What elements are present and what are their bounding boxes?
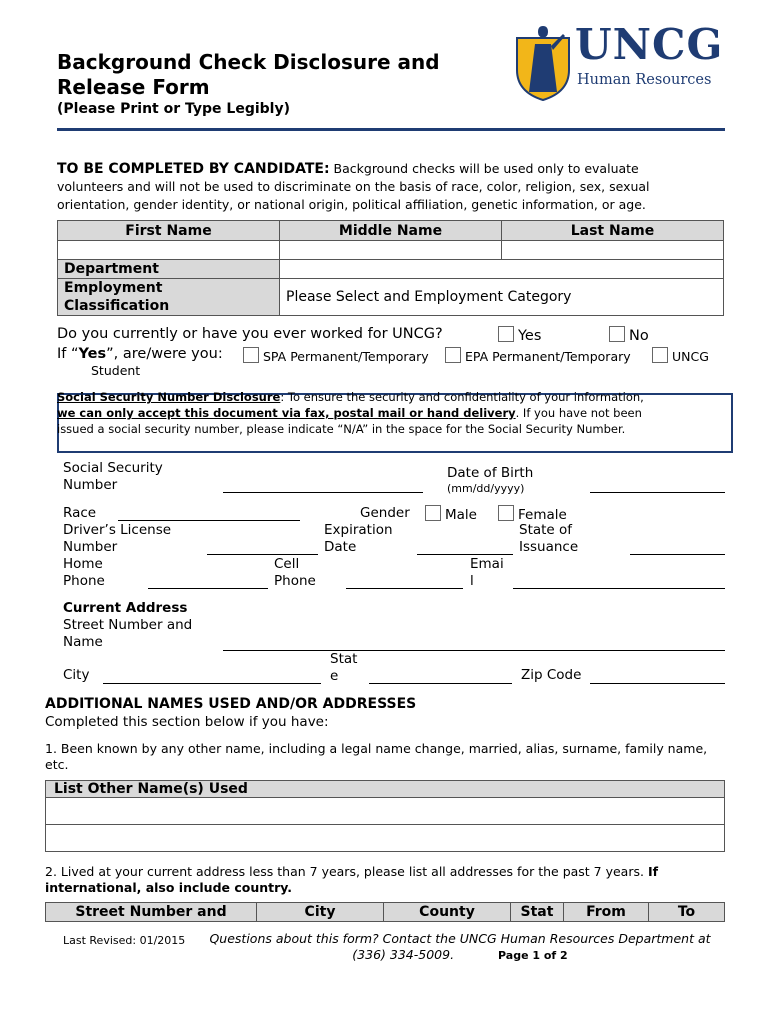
yes-checkbox[interactable] [498, 326, 514, 342]
uncg-logo [513, 22, 728, 102]
expiration-input[interactable] [417, 554, 513, 555]
no-checkbox[interactable] [609, 326, 625, 342]
middle-name-input[interactable] [280, 241, 502, 260]
cell-phone-input[interactable] [346, 588, 463, 589]
race-label: Race [63, 505, 97, 521]
home-phone-label: Home Phone [63, 556, 105, 589]
expiration-label: Expiration Date [324, 522, 393, 555]
col-from: From [564, 903, 649, 922]
state-label: Stat e [330, 651, 358, 684]
ssn-input[interactable] [223, 492, 423, 493]
item-1-text: 1. Been known by any other name, including a legal name change, married, alias, surname, family name, etc. [45, 741, 708, 772]
addresses-table [45, 902, 725, 922]
city-label: City [63, 667, 90, 683]
email-label: Emai l [470, 556, 504, 589]
gender-label: Gender [360, 505, 410, 521]
other-name-input-2[interactable] [46, 825, 725, 852]
footer-contact: Questions about this form? Contact the UNCG Human Resources Department at (336) 334-5009. Page 1 of 2 [209, 931, 711, 962]
dob-format: (mm/dd/yyyy) [447, 482, 525, 495]
item-2-text: 2. Lived at your current address less than 7 years, please list all addresses for the past 7 years. If international, also include country. [45, 864, 659, 895]
state-input[interactable] [369, 683, 512, 684]
zip-label: Zip Code [521, 667, 582, 683]
dob-label: Date of Birth [447, 465, 534, 481]
male-checkbox[interactable] [425, 505, 441, 521]
intro-text: TO BE COMPLETED BY CANDIDATE: Background checks will be used only to evaluate volunteers and will not be used to discriminate on the basis of race, color, religion, sex, sexual orientation, gender identity, or national origin, political affiliation, genetic information, or age. [57, 161, 650, 212]
male-option[interactable]: Male [425, 505, 477, 524]
last-name-header: Last Name [502, 221, 724, 241]
drivers-license-input[interactable] [207, 554, 318, 555]
epa-option[interactable]: EPA Permanent/Temporary [445, 347, 631, 364]
header-divider [57, 128, 725, 131]
current-address-label: Current Address Street Number and Name [63, 600, 193, 650]
col-state: Stat [511, 903, 564, 922]
race-input[interactable] [118, 520, 300, 521]
other-names-header: List Other Name(s) Used [46, 781, 725, 798]
female-option[interactable]: Female [498, 505, 567, 524]
state-issuance-label: State of Issuance [519, 522, 579, 555]
first-name-header: First Name [58, 221, 280, 241]
additional-subheading: Completed this section below if you have: [45, 714, 329, 730]
epa-checkbox[interactable] [445, 347, 461, 363]
email-input[interactable] [513, 588, 725, 589]
middle-name-header: Middle Name [280, 221, 502, 241]
street-input[interactable] [223, 650, 725, 651]
form-subtitle: (Please Print or Type Legibly) [57, 101, 290, 117]
last-name-input[interactable] [502, 241, 724, 260]
city-input[interactable] [103, 683, 321, 684]
page-number: Page 1 of 2 [498, 949, 568, 962]
last-revised: Last Revised: 01/2015 [63, 934, 186, 947]
ssn-disclosure-text: Social Security Number Disclosure: To ensure the security and confidentiality of your information, we can only accept this document via fax, postal mail or hand delivery. If you have not been issued a social security number, please indicate “N/A” in the space for the Social Security Number. [57, 390, 644, 436]
state-issuance-input[interactable] [630, 554, 725, 555]
employment-category-select[interactable]: Please Select and Employment Category [280, 279, 724, 316]
other-names-table [45, 780, 725, 852]
col-street: Street Number and [46, 903, 257, 922]
col-county: County [384, 903, 511, 922]
other-name-input-1[interactable] [46, 798, 725, 825]
employment-label: Employment Classification [58, 279, 280, 316]
col-city: City [257, 903, 384, 922]
no-option[interactable]: No [609, 326, 649, 344]
department-input[interactable] [280, 260, 724, 279]
yes-option[interactable]: Yes [498, 326, 541, 344]
female-checkbox[interactable] [498, 505, 514, 521]
dob-input[interactable] [590, 492, 725, 493]
cell-phone-label: Cell Phone [274, 556, 316, 589]
first-name-input[interactable] [58, 241, 280, 260]
uncg-student-option[interactable]: UNCG [652, 347, 709, 364]
spa-option[interactable]: SPA Permanent/Temporary [243, 347, 429, 364]
logo-dept: Human Resources [577, 72, 712, 88]
if-yes-label: If “Yes”, are/were you: [57, 346, 223, 362]
home-phone-input[interactable] [148, 588, 268, 589]
uncg-student-checkbox[interactable] [652, 347, 668, 363]
ssn-label: Social Security Number [63, 460, 163, 493]
zip-input[interactable] [590, 683, 725, 684]
form-title: Background Check Disclosure and Release Form [57, 50, 440, 99]
drivers-license-label: Driver’s License Number [63, 522, 172, 555]
department-label: Department [58, 260, 280, 279]
spa-checkbox[interactable] [243, 347, 259, 363]
uncg-question: Do you currently or have you ever worked for UNCG? [57, 326, 443, 342]
name-table [57, 220, 724, 316]
minerva-statue-icon [513, 22, 573, 102]
student-label: Student [91, 363, 141, 378]
additional-heading: ADDITIONAL NAMES USED AND/OR ADDRESSES [45, 696, 417, 712]
col-to: To [649, 903, 725, 922]
logo-name: UNCG [575, 20, 724, 69]
